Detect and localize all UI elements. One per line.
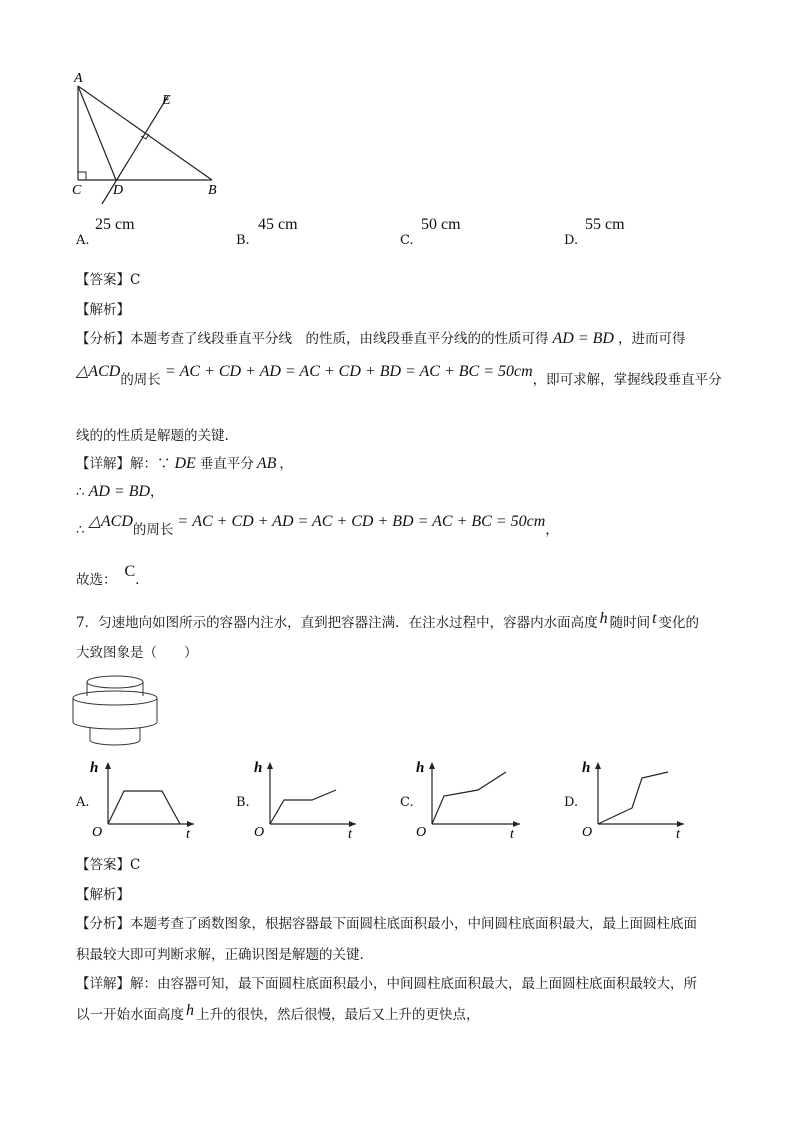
graph-c-svg (414, 758, 526, 840)
q6-perimeter-line (76, 363, 722, 389)
triangle-acd: △ACD (88, 513, 133, 530)
var-h: h (186, 1002, 194, 1019)
xiangjie-text: 解：∵ (130, 456, 171, 472)
q6-answer (76, 268, 140, 288)
axis-h: h (582, 760, 591, 776)
graph-letter: B. (236, 795, 250, 810)
axis-t: t (348, 827, 352, 840)
graph-d-svg (580, 758, 690, 840)
graph-b-svg (252, 758, 362, 840)
q6-xiangjie-line (76, 452, 293, 473)
q7-fenxi-line1 (76, 912, 697, 932)
axis-h: h (416, 760, 425, 776)
answer-tag: 【答案】 (76, 857, 130, 873)
graph-a-svg (88, 758, 198, 840)
option-a-letter: A. (76, 233, 90, 248)
axis-t: t (510, 827, 514, 840)
perimeter-label: 的周长 (132, 522, 174, 538)
xiangjie-tag: 【详解】 (76, 976, 130, 992)
perimeter-equation: = AC + CD + AD = AC + CD + BD = AC + BC = 50cm (164, 363, 533, 380)
choice-label: 故选： (76, 572, 117, 588)
comma: ， (545, 522, 559, 538)
stem-text: 7．匀速地向如图所示的容器内注水，直到把容器注满．在注水过程中，容器内水面高度 (76, 615, 598, 631)
container-figure (70, 670, 160, 750)
option-b-value: 45 cm (258, 216, 298, 233)
xiangjie-text-3: 上升的很快，然后很慢，最后又上升的更快点， (196, 1007, 480, 1023)
triangle-figure (60, 62, 240, 212)
graph-letter: A. (76, 795, 90, 810)
therefore-symbol: ∴ (76, 484, 85, 500)
label-c: C (72, 183, 82, 198)
graph-letter: D. (564, 795, 579, 810)
fenxi-text-3: ，即可求解，掌握线段垂直平分 (532, 372, 722, 388)
comma: ， (279, 456, 293, 472)
axis-h: h (254, 760, 263, 776)
triangle-acd: △ACD (76, 363, 121, 380)
q7-fenxi-line2: 积最较大即可判断求解，正确识图是解题的关键. (76, 947, 364, 963)
period: . (135, 572, 140, 588)
option-b-letter: B. (236, 233, 250, 248)
comma: ， (150, 484, 164, 500)
axis-t: t (186, 827, 190, 840)
q6-step2 (76, 513, 559, 539)
origin-o: O (582, 825, 593, 840)
label-e: E (162, 93, 171, 108)
answer-value: C (130, 857, 141, 873)
fenxi-equation: AD = BD (552, 330, 614, 347)
var-ab: AB (256, 455, 277, 472)
q7-xiangjie-line2 (76, 1003, 480, 1024)
var-h: h (599, 610, 608, 627)
q7-xiangjie-line1 (76, 972, 697, 992)
perimeter-label: 的周长 (120, 372, 161, 388)
q7-answer (76, 853, 140, 873)
option-a-value: 25 cm (95, 216, 135, 233)
fenxi-text: 本题考查了函数图象，根据容器最下面圆柱底面积最小，中间圆柱底面积最大，最上面圆柱底面 (130, 916, 697, 932)
label-a: A (74, 71, 83, 86)
step1-equation: AD = BD (88, 483, 151, 500)
q6-step1 (76, 480, 164, 501)
q6-jiexi-tag: 【解析】 (76, 302, 130, 318)
var-t: t (652, 610, 657, 627)
graph-letter: C. (400, 795, 414, 810)
q7-jiexi-tag: 【解析】 (76, 887, 130, 903)
q6-choice (76, 563, 140, 589)
option-d-letter: D. (564, 233, 579, 248)
option-d-value: 55 cm (585, 216, 625, 233)
q6-fenxi-line1 (76, 327, 685, 348)
xiangjie-text: 解：由容器可知，最下面圆柱底面积最小，中间圆柱底面积最大，最上面圆柱底面积最较大，所 (130, 976, 697, 992)
fenxi-text-2: ，进而可得 (617, 331, 686, 347)
step2-equation: = AC + CD + AD = AC + CD + BD = AC + BC = 50cm (177, 513, 546, 530)
option-c-value: 50 cm (421, 216, 461, 233)
answer-value: C (130, 272, 141, 288)
axis-h: h (90, 760, 99, 776)
label-b: B (208, 183, 217, 198)
q6-fenxi-line3: 线的的性质是解题的关键. (76, 428, 229, 444)
xiangjie-tag: 【详解】 (76, 456, 130, 472)
fenxi-tag: 【分析】 (76, 331, 130, 347)
choice-value: C (124, 563, 136, 580)
stem-text-3: 变化的 (658, 615, 700, 631)
q7-stem-line1 (76, 611, 699, 632)
q7-stem-line2: 大致图象是（ ） (76, 645, 198, 661)
stem-text-2: 随时间 (609, 615, 651, 631)
xiangjie-text-2: 垂直平分 (199, 456, 254, 472)
fenxi-tag: 【分析】 (76, 916, 130, 932)
fenxi-text: 本题考查了线段垂直平分线 的性质，由线段垂直平分线的的性质可得 (130, 331, 549, 347)
option-c-letter: C. (400, 233, 414, 248)
origin-o: O (254, 825, 265, 840)
var-de: DE (174, 455, 196, 472)
xiangjie-text-2: 以一开始水面高度 (76, 1007, 184, 1023)
origin-o: O (416, 825, 427, 840)
axis-t: t (676, 827, 680, 840)
label-d: D (113, 183, 124, 198)
answer-tag: 【答案】 (76, 272, 130, 288)
therefore-symbol: ∴ (76, 522, 85, 538)
origin-o: O (92, 825, 103, 840)
